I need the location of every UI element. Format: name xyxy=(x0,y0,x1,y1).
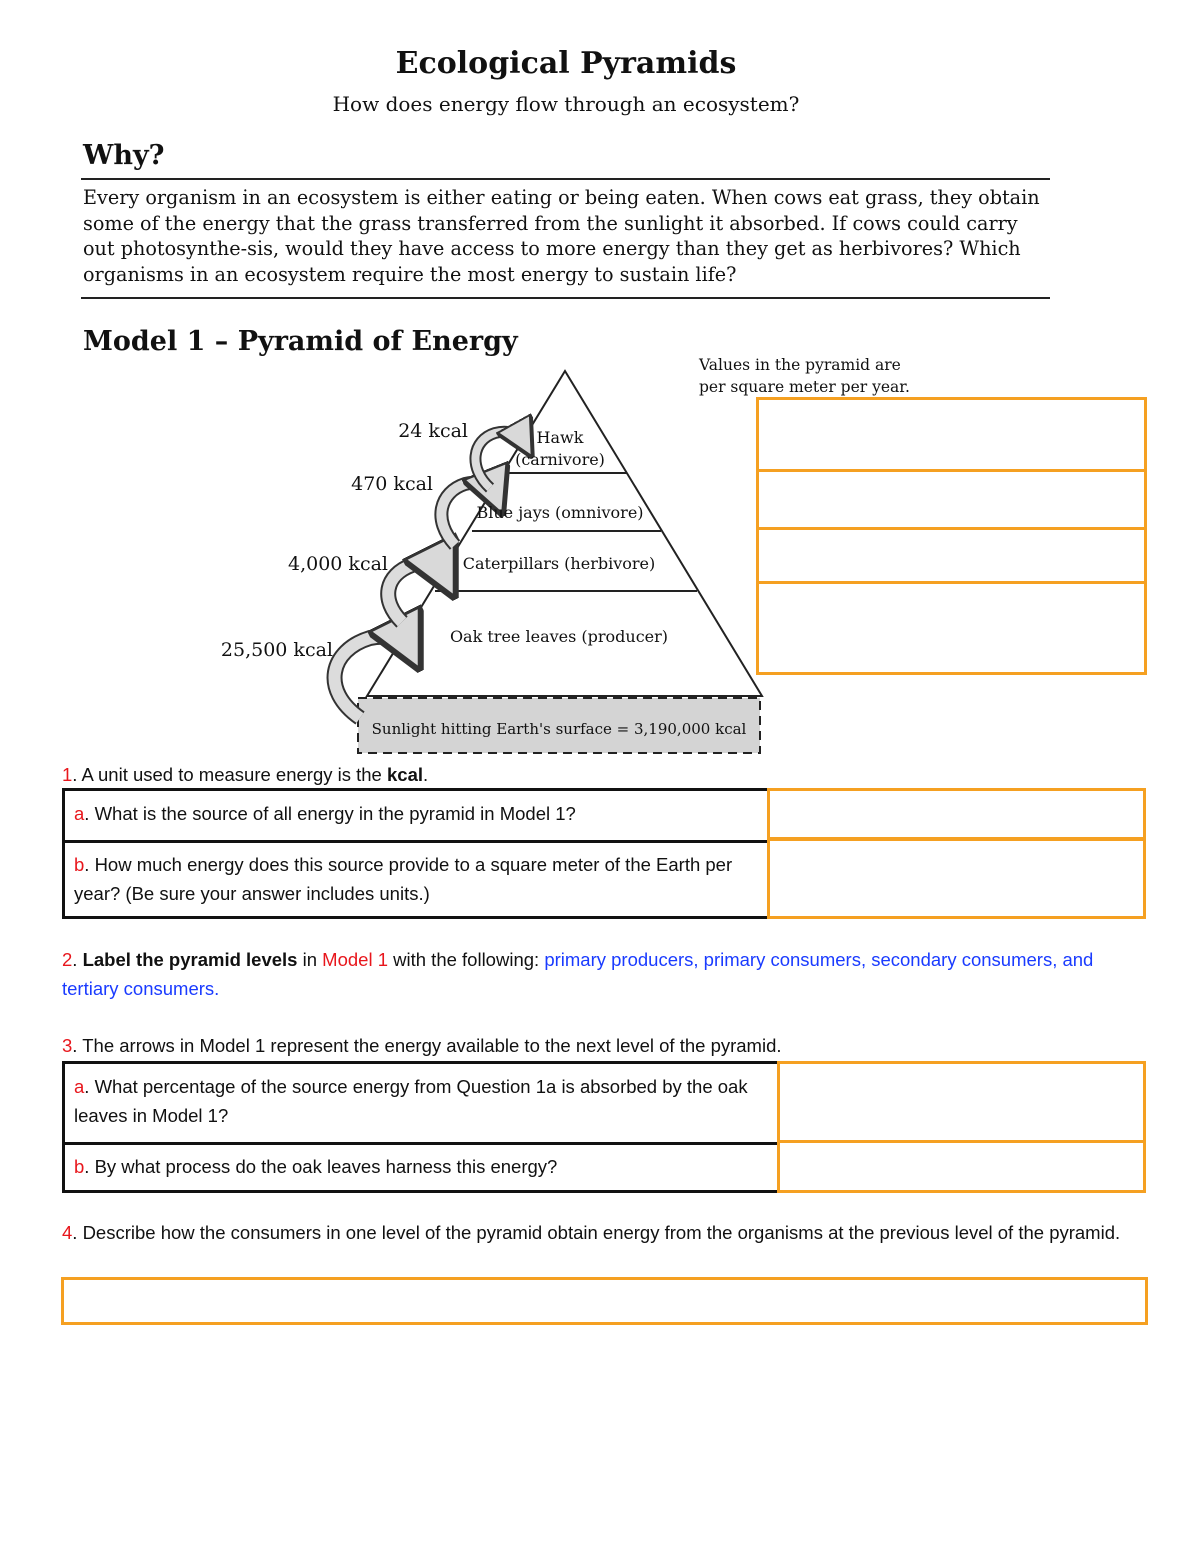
page-title: Ecological Pyramids xyxy=(395,46,737,81)
why-paragraph: Every organism in an ecosystem is either eating or being eaten. When cows eat grass, they obtain some of the energy that the grass transferred from the sunlight it absorbed. If cows could carry out photosynthe-sis, would they have access to more energy than they get as herbivores? Which organisms in an ecosystem require the most energy to sustain life? xyxy=(83,186,1040,286)
question-1-table xyxy=(62,788,770,919)
question-3a: a. What percentage of the source energy from Question 1a is absorbed by the oak leaves in Model 1? xyxy=(74,1076,748,1126)
question-2: 2. Label the pyramid levels in Model 1 with the following: primary producers, primary consumers, secondary consumers, and tertiary consumers. xyxy=(62,949,1094,999)
page-subtitle: How does energy flow through an ecosystem? xyxy=(332,92,800,116)
answer-box-1a[interactable] xyxy=(767,788,1146,840)
question-4: 4. Describe how the consumers in one level of the pyramid obtain energy from the organisms at the previous level of the pyramid. xyxy=(62,1222,1121,1243)
question-number: 1 xyxy=(62,764,73,785)
question-1a: a. What is the source of all energy in the pyramid in Model 1? xyxy=(74,803,576,824)
question-3b: b. By what process do the oak leaves harness this energy? xyxy=(74,1156,558,1177)
answer-box-level-3[interactable] xyxy=(756,527,1147,584)
answer-box-3a[interactable] xyxy=(777,1061,1146,1143)
answer-box-4[interactable] xyxy=(61,1277,1148,1325)
answer-box-level-4[interactable] xyxy=(756,581,1147,675)
level-label-hawk-role: (carnivore) xyxy=(515,450,605,469)
level-label-oak: Oak tree leaves (producer) xyxy=(449,627,669,646)
model1-heading: Model 1 – Pyramid of Energy xyxy=(83,326,518,357)
answer-box-1b[interactable] xyxy=(767,838,1146,919)
answer-box-3b[interactable] xyxy=(777,1140,1146,1193)
answer-box-level-1[interactable] xyxy=(756,397,1147,472)
values-note: Values in the pyramid are per square meter per year. xyxy=(699,356,910,396)
why-heading: Why? xyxy=(83,140,165,171)
question-1: 1. A unit used to measure energy is the kcal. xyxy=(62,764,429,785)
level-label-caterpillars: Caterpillars (herbivore) xyxy=(462,554,656,573)
question-3: 3. The arrows in Model 1 represent the energy available to the next level of the pyramid. xyxy=(62,1035,782,1056)
answer-box-level-2[interactable] xyxy=(756,469,1147,530)
energy-value-hawk: 24 kcal xyxy=(398,420,468,442)
level-label-hawk: Hawk xyxy=(536,428,584,447)
question-3-table xyxy=(62,1061,780,1193)
energy-value-caterpillars: 4,000 kcal xyxy=(288,553,388,575)
energy-value-bluejays: 470 kcal xyxy=(351,473,433,495)
level-label-bluejays: Blue jays (omnivore) xyxy=(476,503,644,522)
energy-value-oak: 25,500 kcal xyxy=(220,639,333,661)
sunlight-label: Sunlight hitting Earth's surface = 3,190,000 kcal xyxy=(371,720,747,738)
question-1b: b. How much energy does this source provide to a square meter of the Earth per year? (Be sure your answer includes units.) xyxy=(74,854,733,904)
